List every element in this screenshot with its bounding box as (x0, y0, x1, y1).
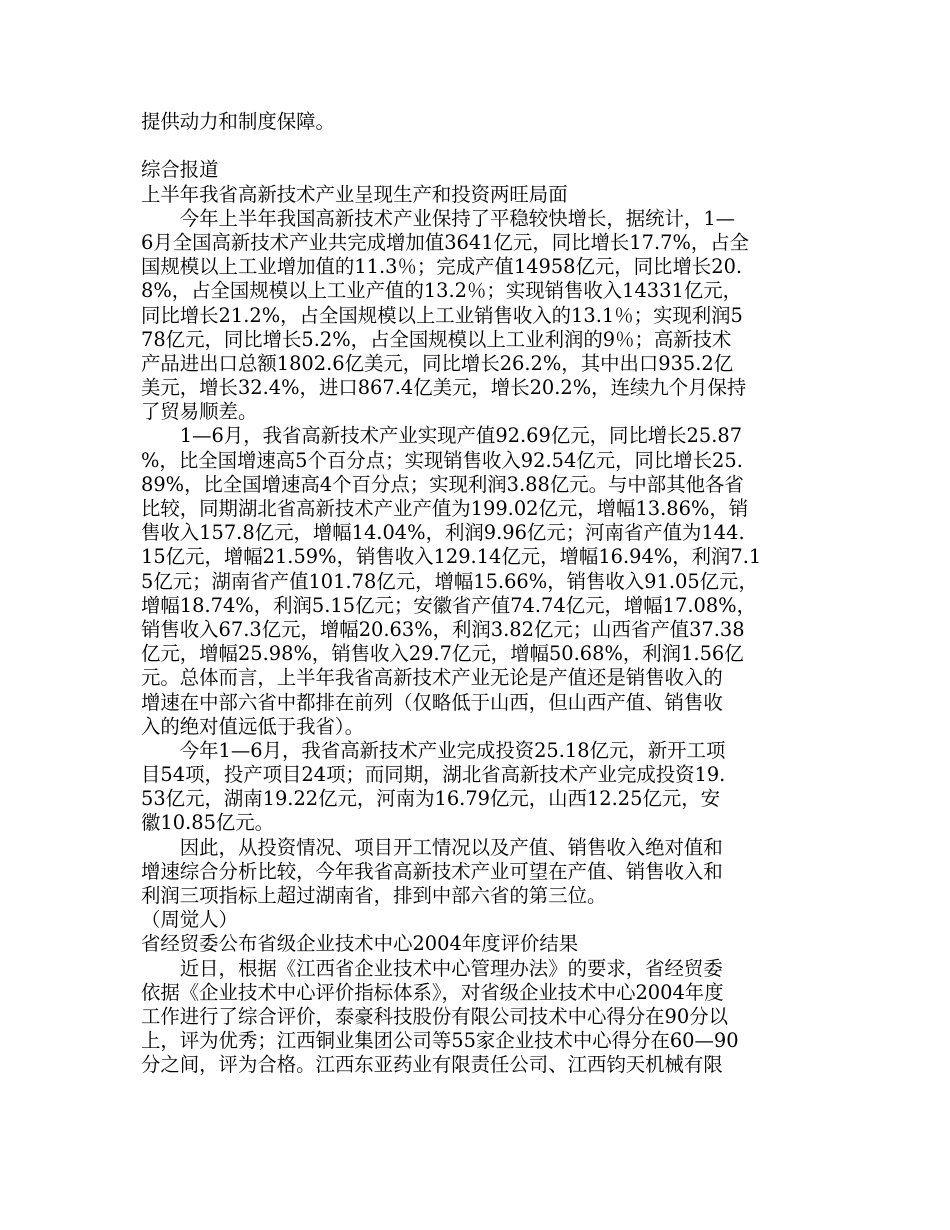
text-line: 销售收入67.3亿元，增幅20.63%，利润3.82亿元；山西省产值37.38 (141, 617, 745, 641)
text-line: 5亿元；湖南省产值101.78亿元，增幅15.66%，销售收入91.05亿元， (141, 569, 758, 593)
text-line: 美元，增长32.4%，进口867.4亿美元，增长20.2%，连续九个月保持 (141, 376, 747, 400)
text-line: 分之间，评为合格。江西东亚药业有限责任公司、江西钧天机械有限 (141, 1053, 723, 1077)
text-line: 增速在中部六省中都排在前列（仅略低于山西，但山西产值、销售收 (141, 690, 723, 714)
article-title: 省经贸委公布省级企业技术中心2004年度评价结果 (141, 932, 579, 956)
text-line: 了贸易顺差。 (141, 400, 258, 424)
text-line: 今年1—6月，我省高新技术产业完成投资25.18亿元，新开工项 (141, 738, 726, 762)
text-line: 8%，占全国规模以上工业产值的13.2％；实现销售收入14331亿元， (141, 279, 742, 303)
text-line: 因此，从投资情况、项目开工情况以及产值、销售收入绝对值和 (141, 835, 723, 859)
article-title: 上半年我省高新技术产业呈现生产和投资两旺局面 (141, 182, 568, 206)
text-line: 产品进出口总额1802.6亿美元，同比增长26.2%，其中出口935.2亿 (141, 351, 734, 375)
section-heading: 综合报道 (141, 158, 219, 182)
text-line: 依据《企业技术中心评价指标体系》，对省级企业技术中心2004年度 (141, 980, 724, 1004)
text-line: 提供动力和制度保障。 (141, 110, 335, 133)
text-line: 利润三项指标上超过湖南省，排到中部六省的第三位。 (141, 884, 607, 907)
text-line: 78亿元，同比增长5.2%，占全国规模以上工业利润的9％；高新技术 (141, 327, 732, 351)
text-line: 同比增长21.2%，占全国规模以上工业销售收入的13.1％；实现利润5 (141, 303, 743, 327)
text-line: 15亿元，增幅21.59%，销售收入129.14亿元，增幅16.94%，利润7.1 (141, 545, 762, 569)
text-line: %，比全国增速高5个百分点；实现销售收入92.54亿元，同比增长25. (141, 448, 743, 472)
text-line: 今年上半年我国高新技术产业保持了平稳较快增长，据统计，1— (141, 206, 736, 230)
text-line: 目54项，投产项目24项；而同期，湖北省高新技术产业完成投资19. (141, 763, 726, 787)
author-credit: （周觉人） (141, 908, 238, 932)
text-line: 89%，比全国增速高4个百分点；实现利润3.88亿元。与中部其他各省 (141, 472, 744, 496)
text-line: 1—6月，我省高新技术产业实现产值92.69亿元，同比增长25.87 (141, 424, 743, 448)
document-page (141, 110, 821, 1078)
text-line: 增幅18.74%，利润5.15亿元；安徽省产值74.74亿元，增幅17.08%， (141, 593, 756, 617)
text-line: 上，评为优秀；江西铜业集团公司等55家企业技术中心得分在60—90 (141, 1029, 739, 1053)
text-line: 增速综合分析比较，今年我省高新技术产业可望在产值、销售收入和 (141, 859, 723, 883)
text-line: 6月全国高新技术产业共完成增加值3641亿元，同比增长17.7%，占全 (141, 230, 750, 254)
text-line: 元。总体而言，上半年我省高新技术产业无论是产值还是销售收入的 (141, 666, 723, 690)
text-line: 近日，根据《江西省企业技术中心管理办法》的要求，省经贸委 (141, 956, 723, 980)
text-line: 比较，同期湖北省高新技术产业产值为199.02亿元，增幅13.86%，销 (141, 497, 749, 520)
text-line: 徽10.85亿元。 (141, 811, 275, 835)
text-line: 入的绝对值远低于我省）。 (141, 714, 364, 738)
text-line: 工作进行了综合评价，泰豪科技股份有限公司技术中心得分在90分以 (141, 1004, 729, 1028)
text-line: 售收入157.8亿元，增幅14.04%，利润9.96亿元；河南省产值为144. (141, 521, 745, 545)
text-line: 53亿元，湖南19.22亿元，河南为16.79亿元，山西12.25亿元，安 (141, 787, 721, 811)
text-line: 国规模以上工业增加值的11.3％；完成产值14958亿元，同比增长20. (141, 255, 743, 279)
blank-line (141, 134, 821, 158)
text-line: 亿元，增幅25.98%，销售收入29.7亿元，增幅50.68%，利润1.56亿 (141, 642, 744, 666)
